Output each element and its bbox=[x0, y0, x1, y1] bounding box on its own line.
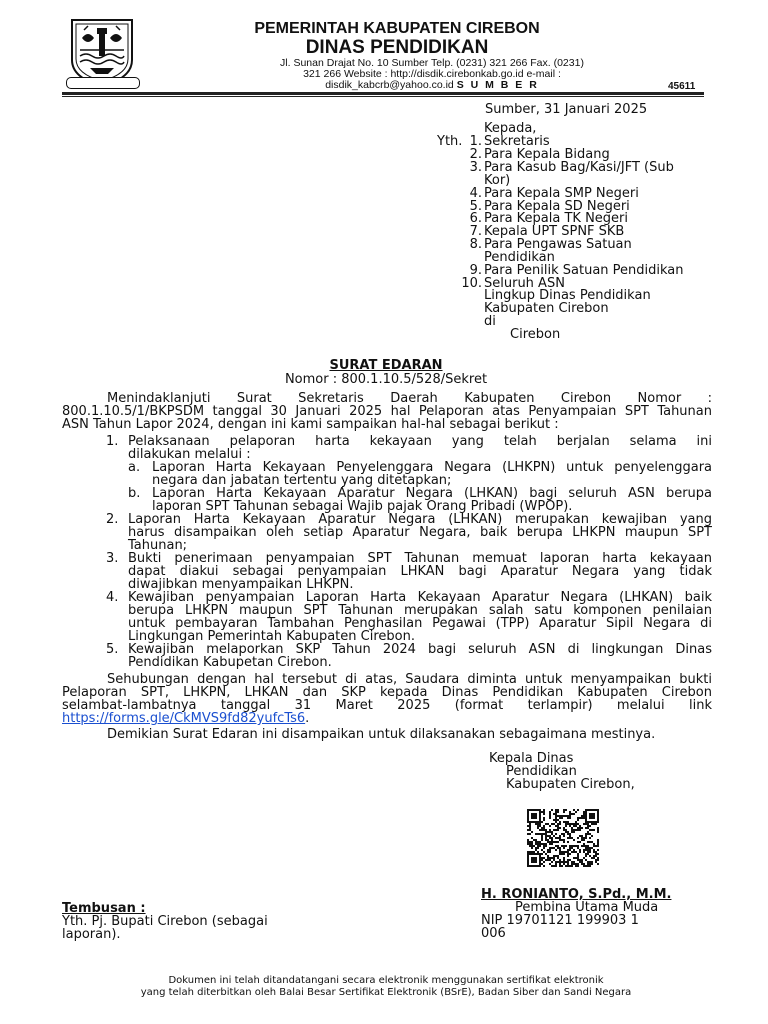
closing-line-4 bbox=[62, 712, 712, 725]
letterhead-address-2: 321 266 Website : http://disdik.cirebonkab.go.id e-mail : bbox=[303, 68, 561, 80]
point-2-marker: 2. bbox=[106, 512, 119, 527]
recipient-text: Para Kepala Bidang bbox=[484, 147, 610, 162]
point-5-line-2: Pendidikan Kabupetan Cirebon. bbox=[128, 655, 332, 670]
point-4-line-2: berupa LHKPN maupun SPT Tahunan merupakan salah satu komponen penilaian bbox=[128, 603, 712, 618]
point-3-marker: 3. bbox=[106, 551, 119, 566]
point-4-line-4: Lingkungan Pemerintah Kabupaten Cirebon. bbox=[128, 629, 415, 644]
intro-line-2: 800.1.10.5/1/BKPSDM tanggal 30 Januari 2025 hal Pelaporan atas Penyampaian SPT Tahunan bbox=[62, 404, 712, 419]
closing-line-1: Sehubungan dengan hal tersebut di atas, Saudara diminta untuk menyampaikan bukti bbox=[107, 672, 712, 687]
closing-line-3: selambat-lambatnya tanggal 31 Maret 2025 (format terlampir) melalui link bbox=[62, 698, 712, 713]
point-1-line-1: Pelaksanaan pelaporan harta kekayaan yang telah berjalan selama ini bbox=[128, 434, 712, 449]
point-1a-line-1: Laporan Harta Kekayaan Penyelenggara Negara (LHKPN) untuk penyelenggara bbox=[152, 460, 712, 475]
point-5-line-1: Kewajiban melaporkan SKP Tahun 2024 bagi seluruh ASN di lingkungan Dinas bbox=[128, 642, 712, 657]
letterhead-postal-code: 45611 bbox=[668, 81, 696, 92]
recipient-text: Para Kasub Bag/Kasi/JFT (Sub bbox=[484, 160, 674, 175]
recipient-text: Seluruh ASN bbox=[484, 276, 565, 291]
logo-motto-ribbon bbox=[66, 77, 140, 89]
point-3-line-3: diwajibkan menyampaikan LHKPN. bbox=[128, 577, 354, 592]
document-title: SURAT EDARAN bbox=[329, 358, 443, 373]
point-3-line-1: Bukti penerimaan penyampaian SPT Tahunan memuat laporan harta kekayaan bbox=[128, 551, 712, 566]
tembusan-line-2: laporan). bbox=[62, 927, 121, 942]
letterhead-rule-thin bbox=[62, 96, 704, 97]
addressee-di: di bbox=[484, 314, 496, 329]
letterhead-rule-thick bbox=[62, 92, 704, 95]
addressee-place: Cirebon bbox=[510, 327, 561, 342]
addressee-yth: Yth. bbox=[437, 134, 463, 149]
point-5-marker: 5. bbox=[106, 642, 119, 657]
submission-form-link[interactable]: https://forms.gle/CkMVS9fd82yufcTs6 bbox=[62, 711, 306, 726]
point-1-marker: 1. bbox=[106, 434, 119, 449]
recipient-number: 3. bbox=[469, 160, 482, 175]
recipient-number: 4. bbox=[469, 186, 482, 201]
letterhead-institution: PEMERINTAH KABUPATEN CIREBON bbox=[254, 20, 540, 37]
point-1a-marker: a. bbox=[128, 460, 141, 475]
qr-code-icon bbox=[527, 809, 599, 867]
point-1b-line-2: laporan SPT Tahunan sebagai Wajib pajak Orang Pribadi (WPOP). bbox=[152, 499, 573, 514]
recipient-number: 8. bbox=[469, 237, 482, 252]
letterhead-logo bbox=[64, 16, 140, 90]
recipient-number: 10. bbox=[461, 276, 482, 291]
qr-code-signature bbox=[527, 809, 599, 867]
signatory-nip-1: NIP 19701121 199903 1 bbox=[481, 913, 639, 928]
signatory-nip-2: 006 bbox=[481, 926, 506, 941]
footer-line-1: Dokumen ini telah ditandatangani secara elektronik menggunakan sertifikat elektronik bbox=[168, 975, 604, 986]
recipient-text: Sekretaris bbox=[484, 134, 550, 149]
point-1a-line-2: negara dan jabatan tertentu yang ditetapkan; bbox=[152, 473, 452, 488]
tembusan-line-1: Yth. Pj. Bupati Cirebon (sebagai bbox=[62, 914, 268, 929]
letterhead-address-1: Jl. Sunan Drajat No. 10 Sumber Telp. (0231) 321 266 Fax. (0231) bbox=[280, 57, 584, 69]
recipient-text: Pendidikan bbox=[484, 250, 555, 265]
point-4-line-3: untuk pembayaran Tambahan Penghasilan Pegawai (TPP) Aparatur Sipil Negara di bbox=[128, 616, 712, 631]
letterhead-email: disdik_kabcrb@yahoo.co.id bbox=[325, 79, 454, 91]
point-1b-line-1: Laporan Harta Kekayaan Aparatur Negara (LHKAN) bagi seluruh ASN berupa bbox=[152, 486, 712, 501]
signatory-rank: Pembina Utama Muda bbox=[515, 900, 659, 915]
recipient-text: Kor) bbox=[484, 173, 511, 188]
link-suffix: . bbox=[305, 711, 310, 726]
point-1-line-2: dilakukan melalui : bbox=[128, 447, 251, 462]
addressee-to: Kepada, bbox=[484, 121, 537, 136]
recipient-text: Kepala UPT SPNF SKB bbox=[484, 224, 625, 239]
point-1b-marker: b. bbox=[128, 486, 141, 501]
letterhead-address-3 bbox=[222, 80, 642, 92]
recipient-number: 9. bbox=[469, 263, 482, 278]
point-2-line-3: Tahunan; bbox=[128, 538, 188, 553]
intro-line-3: ASN Tahun Lapor 2024, dengan ini kami sampaikan hal-hal sebagai berikut : bbox=[62, 417, 559, 432]
point-2-line-2: harus disampaikan oleh setiap Aparatur Negara, baik berupa LHKPN maupun SPT bbox=[128, 525, 712, 540]
point-3-line-2: dapat diakui sebagai penyampaian LHKAN bagi Aparatur Negara yang tidak bbox=[128, 564, 712, 579]
signature-title-1: Kepala Dinas bbox=[489, 751, 574, 766]
addressee-scope-2: Kabupaten Cirebon bbox=[484, 301, 609, 316]
recipient-text: Para Kepala SMP Negeri bbox=[484, 186, 639, 201]
addressee-scope: Lingkup Dinas Pendidikan bbox=[484, 288, 651, 303]
closing-line-2: Pelaporan SPT, LHKPN, LHKAN dan SKP kepada Dinas Pendidikan Kabupaten Cirebon bbox=[62, 685, 712, 700]
signatory-name: H. RONIANTO, S.Pd., M.M. bbox=[481, 887, 672, 902]
recipient-number: 6. bbox=[469, 211, 482, 226]
recipient-text: Para Penilik Satuan Pendidikan bbox=[484, 263, 684, 278]
recipient-number: 7. bbox=[469, 224, 482, 239]
tembusan-label: Tembusan : bbox=[62, 901, 146, 916]
recipient-text: Para Pengawas Satuan bbox=[484, 237, 632, 252]
point-2-line-1: Laporan Harta Kekayaan Aparatur Negara (LHKAN) merupakan kewajiban yang bbox=[128, 512, 712, 527]
final-sentence: Demikian Surat Edaran ini disampaikan untuk dilaksanakan sebagaimana mestinya. bbox=[107, 727, 656, 742]
intro-line-1: Menindaklanjuti Surat Sekretaris Daerah Kabupaten Cirebon Nomor : bbox=[107, 391, 712, 406]
signature-title-3: Kabupaten Cirebon, bbox=[506, 777, 635, 792]
point-4-marker: 4. bbox=[106, 590, 119, 605]
letterhead-department: DINAS PENDIDIKAN bbox=[305, 37, 489, 58]
date-line: Sumber, 31 Januari 2025 bbox=[485, 102, 648, 117]
signature-title-2: Pendidikan bbox=[506, 764, 577, 779]
recipient-number: 5. bbox=[469, 199, 482, 214]
recipient-text: Para Kepala SD Negeri bbox=[484, 199, 630, 214]
recipient-number: 1. bbox=[469, 134, 482, 149]
recipient-text: Para Kepala TK Negeri bbox=[484, 211, 628, 226]
document-number: Nomor : 800.1.10.5/528/Sekret bbox=[284, 372, 488, 387]
letterhead-city: S U M B E R bbox=[456, 79, 539, 91]
recipient-number: 2. bbox=[469, 147, 482, 162]
point-4-line-1: Kewajiban penyampaian Laporan Harta Kekayaan Aparatur Negara (LHKAN) baik bbox=[128, 590, 712, 605]
footer-line-2: yang telah diterbitkan oleh Balai Besar Sertifikat Elektronik (BSrE), Badan Siber dan Sandi Negara bbox=[140, 987, 632, 998]
